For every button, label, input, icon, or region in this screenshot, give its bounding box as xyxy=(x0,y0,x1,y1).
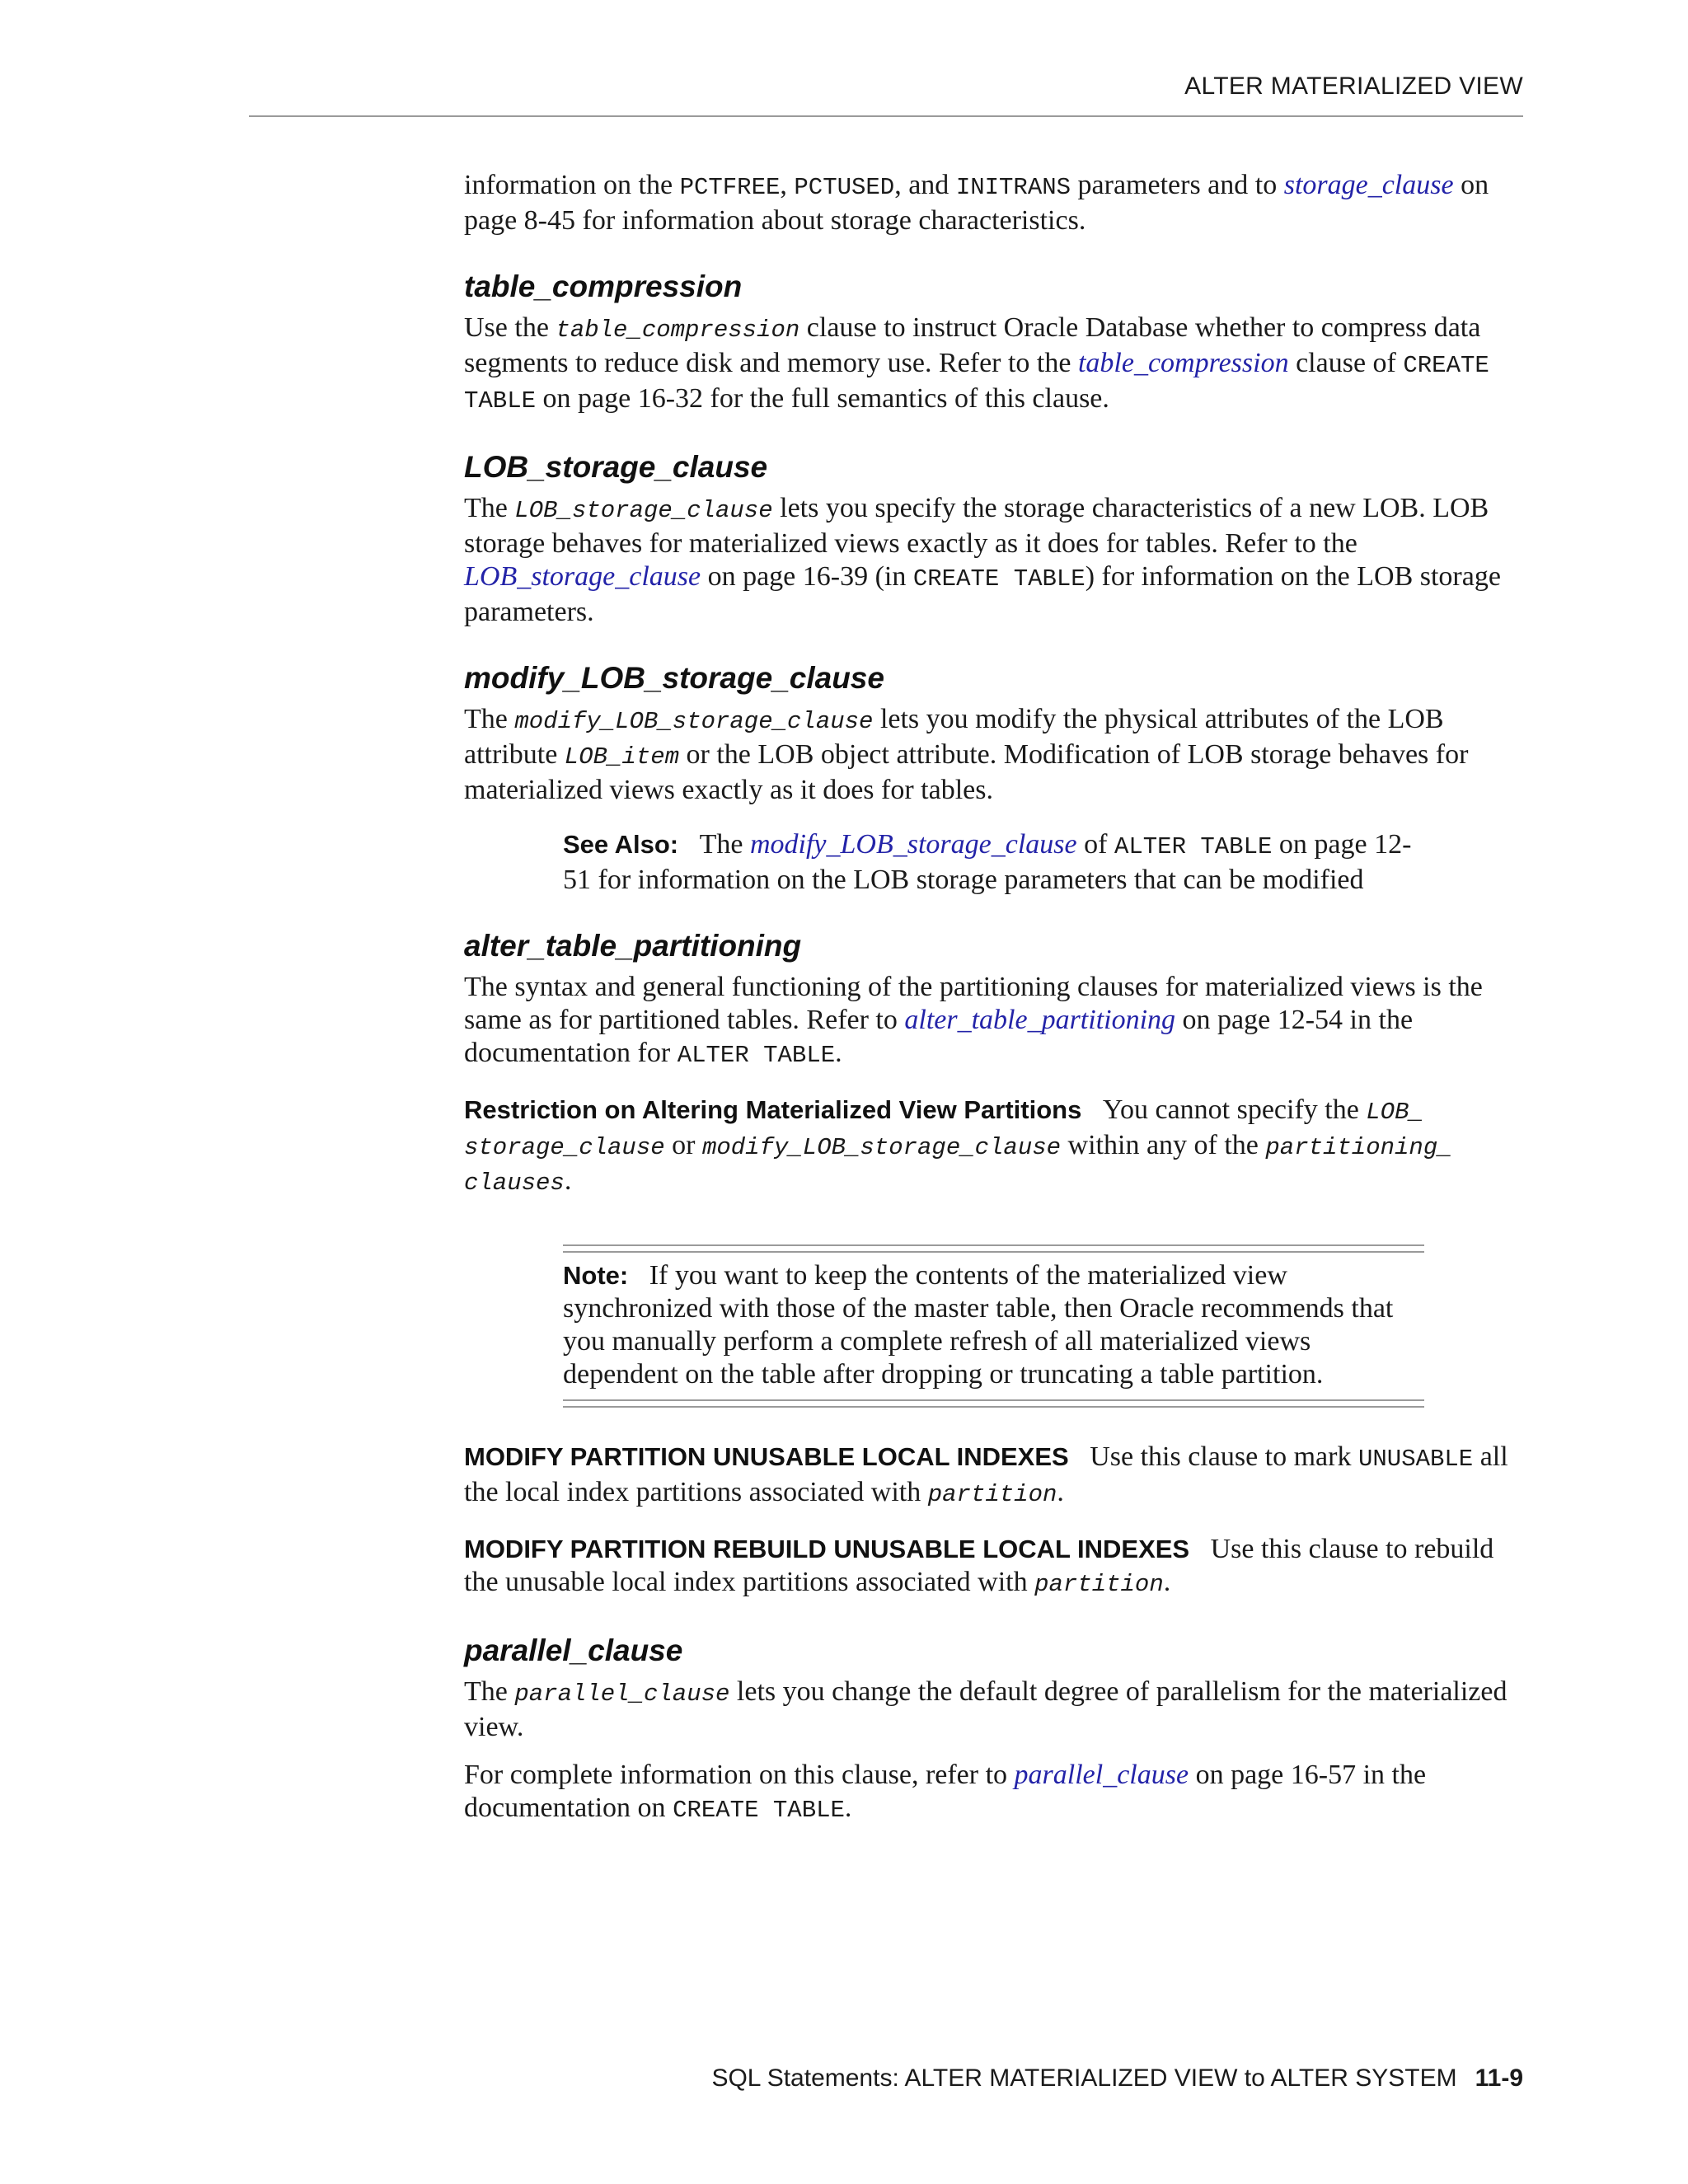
heading-alter-table-partitioning: alter_table_partitioning xyxy=(464,929,802,963)
code-lob-storage-clause: LOB_storage_clause xyxy=(514,497,773,524)
code-partitioning-clauses: partitioning_ clauses xyxy=(464,1134,1452,1197)
link-parallel-clause[interactable]: parallel_clause xyxy=(1014,1760,1189,1790)
link-storage-clause[interactable]: storage_clause xyxy=(1283,170,1454,200)
modify-unusable-paragraph: MODIFY PARTITION UNUSABLE LOCAL INDEXES Use this clause to mark UNUSABLE all the local index partitions associated with partition. xyxy=(464,1441,1508,1508)
restriction-paragraph: Restriction on Altering Materialized View Partitions You cannot specify the LOB_ storage_clause or modify_LOB_storage_clause within any of the partitioning_ clauses. xyxy=(464,1094,1452,1197)
code-pctfree: PCTFREE xyxy=(679,174,781,201)
note-callout xyxy=(563,1233,1424,1419)
modify-unusable-label: MODIFY PARTITION UNUSABLE LOCAL INDEXES xyxy=(464,1442,1069,1471)
note-bottom-rule xyxy=(563,1399,1424,1408)
header-rule xyxy=(249,115,1523,117)
restriction-label: Restriction on Altering Materialized View Partitions xyxy=(464,1095,1082,1124)
heading-lob-storage-clause: LOB_storage_clause xyxy=(464,450,768,484)
lob-storage-paragraph: The LOB_storage_clause lets you specify the storage characteristics of a new LOB. LOB storage behaves for materialized views exactly as it does for tables. Refer to the LOB_storage_clause on page 16-39 (in CREATE TABLE) for information on the LOB storage parameters. xyxy=(464,493,1501,627)
code-partition: partition xyxy=(1034,1571,1164,1598)
table-compression-paragraph: Use the table_compression clause to instruct Oracle Database whether to compress data segments to reduce disk and memory use. Refer to the table_compression clause of CREATE TABLE on page 16-32 for the full semantics of this clause. xyxy=(464,312,1489,415)
heading-modify-lob-storage-clause: modify_LOB_storage_clause xyxy=(464,661,884,695)
page-number: 11-9 xyxy=(1475,2064,1523,2092)
code-alter-table: ALTER TABLE xyxy=(1114,833,1273,860)
page-body xyxy=(464,169,1523,1827)
code-pctused: PCTUSED xyxy=(794,174,895,201)
modify-rebuild-paragraph: MODIFY PARTITION REBUILD UNUSABLE LOCAL INDEXES Use this clause to rebuild the unusable local index partitions associated with partition. xyxy=(464,1534,1494,1598)
see-also-label: See Also: xyxy=(563,830,679,859)
code-modify-lob-storage-clause: modify_LOB_storage_clause xyxy=(514,708,874,735)
page-footer xyxy=(711,2064,1523,2093)
note-text: Note: If you want to keep the contents of the materialized view synchronized with those of the master table, then Oracle recommends that you manually perform a complete refresh of all materialized views dependent on the table after dropping or truncating a table partition. xyxy=(563,1260,1394,1390)
code-table-compression: table_compression xyxy=(556,316,800,344)
parallel-paragraph-2: For complete information on this clause, refer to parallel_clause on page 16-57 in the documentation on CREATE TABLE. xyxy=(464,1760,1427,1824)
running-header: ALTER MATERIALIZED VIEW xyxy=(1184,73,1523,100)
link-alter-table-partitioning[interactable]: alter_table_partitioning xyxy=(904,1005,1176,1035)
footer-title: SQL Statements: ALTER MATERIALIZED VIEW to ALTER SYSTEM xyxy=(711,2064,1457,2092)
modify-lob-paragraph: The modify_LOB_storage_clause lets you modify the physical attributes of the LOB attribute LOB_item or the LOB object attribute. Modification of LOB storage behaves for materialized views exactly as it does for tables. xyxy=(464,704,1469,805)
link-modify-lob-storage-clause[interactable]: modify_LOB_storage_clause xyxy=(749,829,1077,860)
code-create-table: CREATE TABLE xyxy=(464,352,1489,415)
code-create-table: CREATE TABLE xyxy=(673,1797,845,1824)
code-create-table: CREATE TABLE xyxy=(912,565,1085,593)
code-lob-item: LOB_item xyxy=(564,743,680,771)
code-modify-lob-storage-clause: modify_LOB_storage_clause xyxy=(701,1134,1062,1161)
code-unusable: UNUSABLE xyxy=(1357,1446,1474,1473)
code-lob-storage-clause: LOB_ storage_clause xyxy=(464,1099,1423,1161)
note-top-rule xyxy=(563,1244,1424,1253)
intro-paragraph: information on the PCTFREE, PCTUSED, and INITRANS parameters and to storage_clause on page 8-45 for information about storage characteristics. xyxy=(464,170,1489,236)
link-table-compression[interactable]: table_compression xyxy=(1077,348,1289,378)
link-lob-storage-clause[interactable]: LOB_storage_clause xyxy=(464,561,701,592)
code-alter-table: ALTER TABLE xyxy=(677,1042,836,1069)
code-initrans: INITRANS xyxy=(955,174,1071,201)
modify-rebuild-label: MODIFY PARTITION REBUILD UNUSABLE LOCAL INDEXES xyxy=(464,1535,1190,1563)
code-partition: partition xyxy=(927,1481,1057,1508)
heading-table-compression: table_compression xyxy=(464,269,743,303)
see-also-block: See Also: The modify_LOB_storage_clause of ALTER TABLE on page 12-51 for information on the LOB storage parameters that can be modified xyxy=(563,829,1412,895)
code-parallel-clause: parallel_clause xyxy=(514,1680,730,1708)
alter-partitioning-paragraph: The syntax and general functioning of the partitioning clauses for materialized views is the same as for partitioned tables. Refer to alter_table_partitioning on page 12-54 in the documentation for ALTER TABLE. xyxy=(464,972,1483,1069)
note-label: Note: xyxy=(563,1261,629,1290)
heading-parallel-clause: parallel_clause xyxy=(464,1633,683,1667)
parallel-paragraph-1: The parallel_clause lets you change the default degree of parallelism for the materialized view. xyxy=(464,1676,1507,1742)
